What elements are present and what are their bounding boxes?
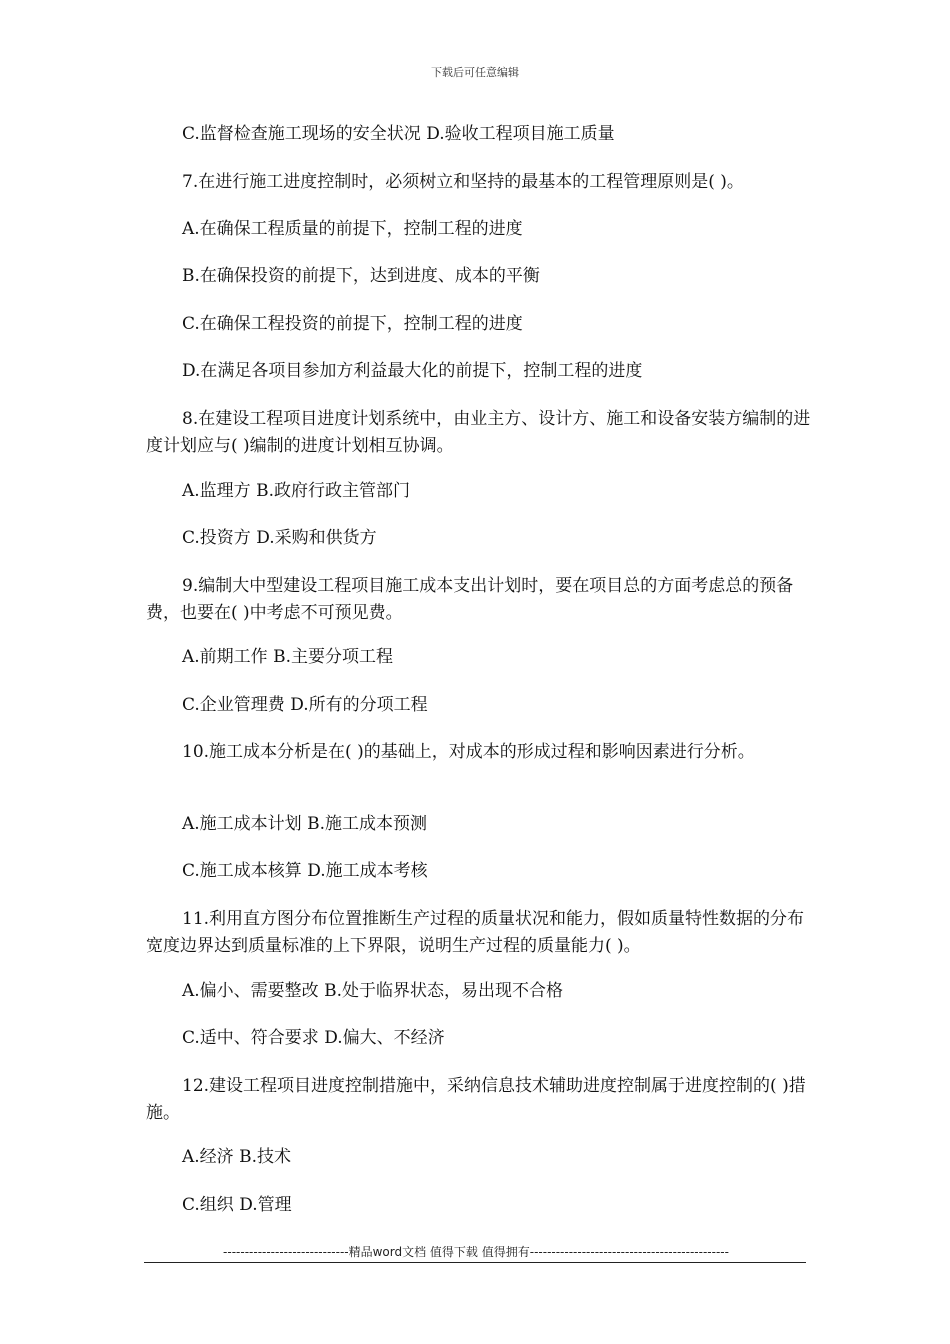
question-7: 7.在进行施工进度控制时，必须树立和坚持的最基本的工程管理原则是( )。 — [182, 172, 744, 192]
option-line: D.在满足各项目参加方利益最大化的前提下，控制工程的进度 — [182, 361, 643, 381]
option-line: C.适中、符合要求 D.偏大、不经济 — [182, 1028, 445, 1048]
question-12: 12.建设工程项目进度控制措施中，采纳信息技术辅助进度控制属于进度控制的( )措施。 — [146, 1076, 806, 1123]
footer-text: -----------------------------精品word文档 值得下载 值得拥有---------------------------------------------- — [223, 1245, 729, 1259]
option-line: A.经济 B.技术 — [182, 1147, 291, 1167]
option-line: A.监理方 B.政府行政主管部门 — [182, 481, 410, 501]
question-10: 10.施工成本分析是在( )的基础上，对成本的形成过程和影响因素进行分析。 — [182, 742, 755, 762]
question-8: 8.在建设工程项目进度计划系统中，由业主方、设计方、施工和设备安装方编制的进度计划应与( )编制的进度计划相互协调。 — [146, 409, 811, 456]
option-line: C.施工成本核算 D.施工成本考核 — [182, 861, 428, 881]
footer-rule — [144, 1262, 806, 1263]
option-line: A.施工成本计划 B.施工成本预测 — [182, 814, 427, 834]
option-line: C.投资方 D.采购和供货方 — [182, 528, 377, 548]
option-line: A.在确保工程质量的前提下，控制工程的进度 — [182, 219, 523, 239]
option-line: A.偏小、需要整改 B.处于临界状态，易出现不合格 — [182, 981, 563, 1001]
option-line: C.企业管理费 D.所有的分项工程 — [182, 695, 428, 715]
question-9: 9.编制大中型建设工程项目施工成本支出计划时，要在项目总的方面考虑总的预备费，也要在( )中考虑不可预见费。 — [146, 576, 794, 623]
option-line: A.前期工作 B.主要分项工程 — [182, 647, 393, 667]
option-line: C.监督检查施工现场的安全状况 D.验收工程项目施工质量 — [182, 124, 615, 144]
question-11: 11.利用直方图分布位置推断生产过程的质量状况和能力，假如质量特性数据的分布宽度边界达到质量标准的上下界限，说明生产过程的质量能力( )。 — [146, 909, 805, 956]
option-line: C.组织 D.管理 — [182, 1195, 292, 1215]
option-line: C.在确保工程投资的前提下，控制工程的进度 — [182, 314, 523, 334]
header-note: 下载后可任意编辑 — [431, 66, 519, 79]
option-line: B.在确保投资的前提下，达到进度、成本的平衡 — [182, 266, 540, 286]
